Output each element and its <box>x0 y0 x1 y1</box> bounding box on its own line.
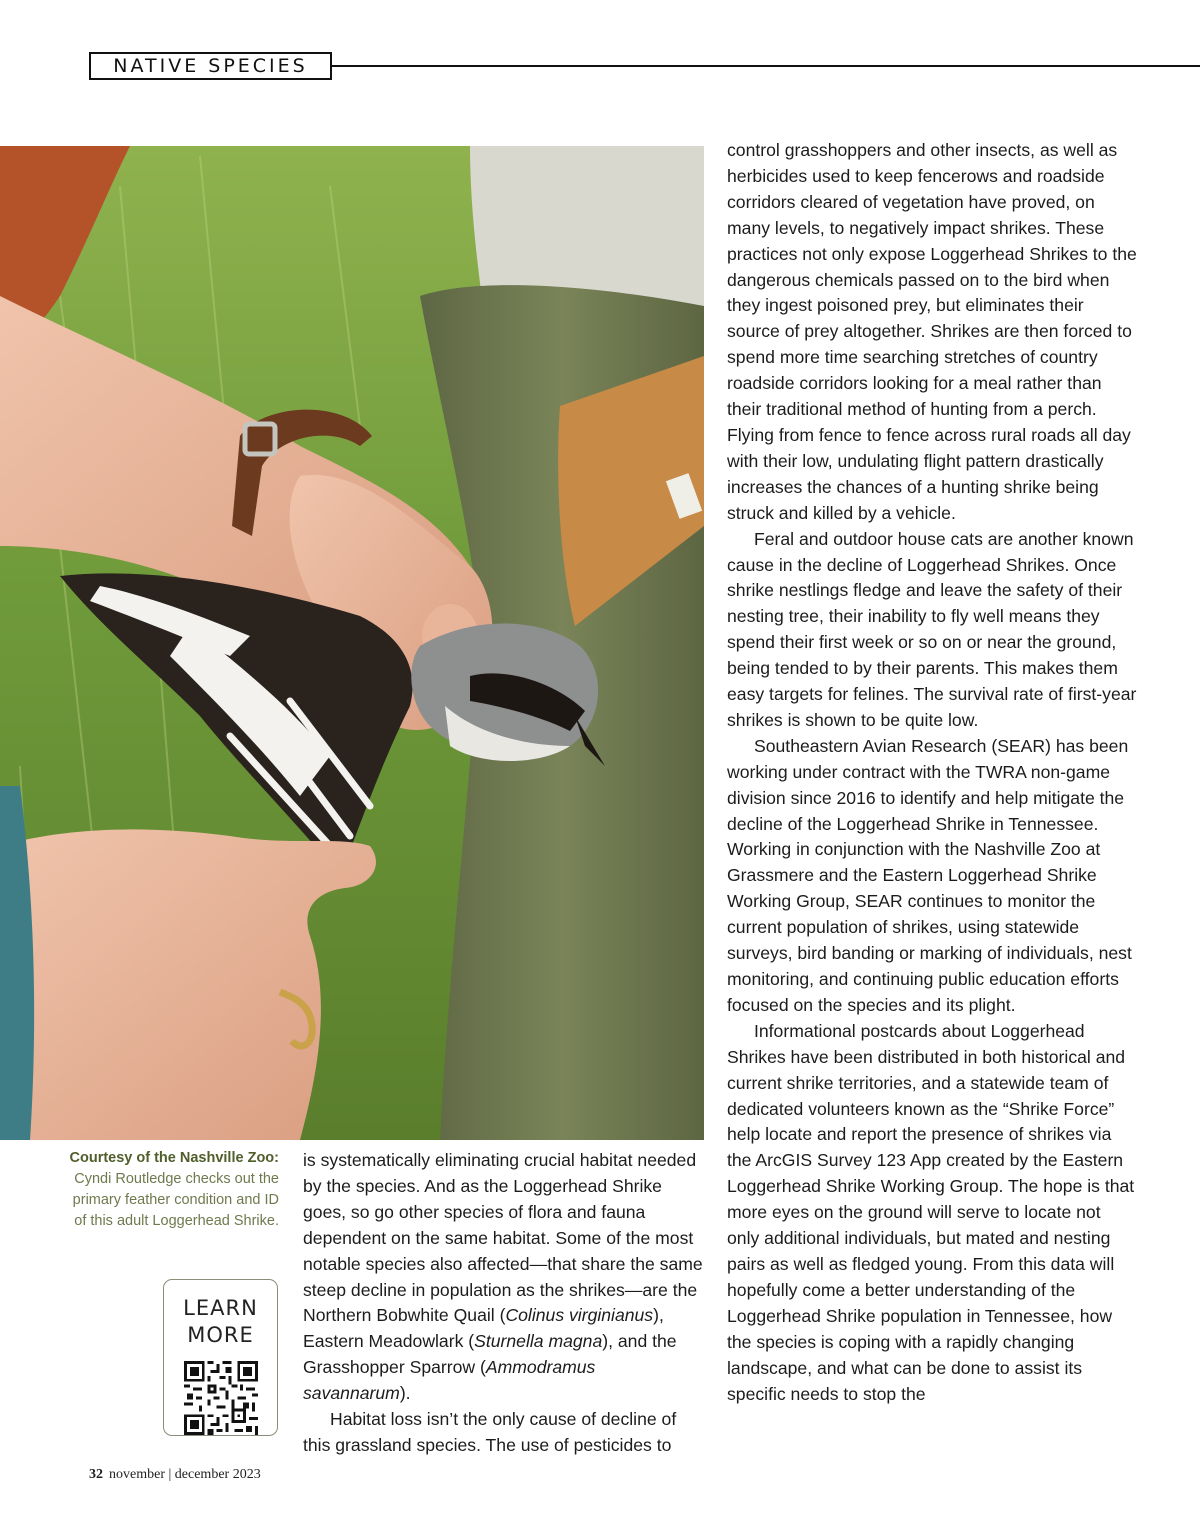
section-tag: NATIVE SPECIES <box>89 52 332 80</box>
caption-text: Cyndi Routledge checks out the primary feather condition and ID of this adult Loggerhead Shrike. <box>72 1171 279 1229</box>
article-paragraph: Southeastern Avian Research (SEAR) has been working under contract with the TWRA non-game division since 2016 to identify and help mitigate the decline of the Loggerhead Shrike in Tennessee. Working in conjunction with the Nashville Zoo at Grassmere and the Eastern Loggerhead Shrike Working Group, SEAR continues to monitor the current population of shrikes, using statewide surveys, bird banding or marking of individuals, nest monitoring, and continuing public education efforts focused on the species and its plight. <box>727 735 1132 1015</box>
issue-date: november | december 2023 <box>109 1467 261 1482</box>
learn-more-line1: LEARN <box>183 1296 258 1320</box>
learn-more-line2: MORE <box>187 1323 254 1347</box>
article-paragraph: is systematically eliminating crucial habitat needed by the species. And as the Loggerhead Shrike goes, so go other species of flora and fauna dependent on the same habitat. Some of the most notable species also affected—that share the same steep decline in population as the shrikes—are the Northern Bobwhite Quail (Colinus virginianus), Eastern Meadowlark (Sturnella magna), and the Grasshopper Sparrow (Ammodramus savannarum). <box>303 1150 703 1404</box>
qr-code-icon[interactable] <box>182 1361 260 1435</box>
header-rule <box>332 65 1200 67</box>
article-column-middle <box>303 1148 703 1459</box>
learn-more-box[interactable] <box>163 1279 278 1436</box>
article-paragraph: Informational postcards about Loggerhead Shrikes have been distributed in both historical and current shrike territories, and a statewide team of dedicated volunteers known as the “Shrike Force” help locate and report the presence of shrikes via the ArcGIS Survey 123 App created by the Eastern Loggerhead Shrike Working Group. The hope is that more eyes on the ground will serve to locate not only additional individuals, but mated and nesting pairs as well as fledged young. From this data will hopefully come a better understanding of the Loggerhead Shrike population in Tennessee, how the species is coping with a rapidly changing landscape, and what can be done to assist its specific needs to stop the <box>727 1020 1135 1404</box>
photo-caption <box>60 1148 279 1232</box>
article-paragraph: control grasshoppers and other insects, as well as herbicides used to keep fencerows and roadside corridors cleared of vegetation have proved, on many levels, to negatively impact shrikes. These practices not only expose Loggerhead Shrikes to the dangerous chemicals passed on to the bird when they ingest poisoned prey, but eliminates their source of prey altogether. Shrikes are then forced to spend more time searching stretches of country roadside corridors looking for a meal rather than their traditional method of hunting from a perch. Flying from fence to fence across rural roads all day with their low, undulating flight pattern drastically increases the chances of a hunting shrike being struck and killed by a vehicle. <box>727 140 1137 523</box>
caption-credit: Courtesy of the Nashville Zoo: <box>69 1150 279 1166</box>
article-photo <box>0 146 704 1140</box>
shrike-photo-illustration <box>0 146 704 1140</box>
page-number: 32 <box>89 1467 103 1482</box>
article-paragraph: Habitat loss isn’t the only cause of decline of this grassland species. The use of pesticides to <box>303 1409 677 1455</box>
learn-more-label <box>176 1295 266 1349</box>
article-column-right <box>727 138 1137 1407</box>
article-paragraph: Feral and outdoor house cats are another known cause in the decline of Loggerhead Shrikes. Once shrike nestlings fledge and leave the safety of their nesting tree, their inability to fly well means they spend their first week or so on or near the ground, being tended to by their parents. This makes them easy targets for felines. The survival rate of first-year shrikes is shown to be quite low. <box>727 528 1137 730</box>
page-folio <box>89 1467 261 1483</box>
